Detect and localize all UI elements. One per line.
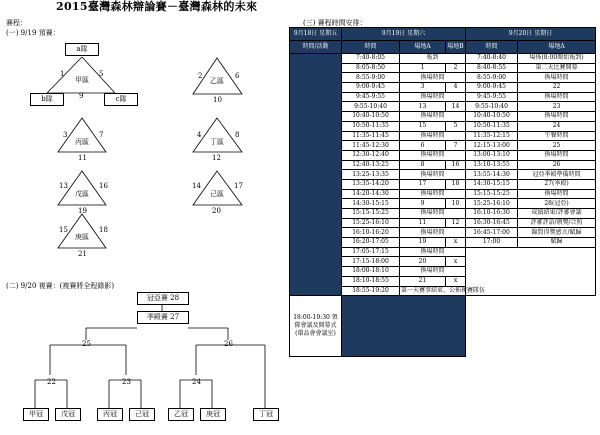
match-number: 18 — [99, 226, 108, 234]
schedule-table — [289, 27, 596, 357]
day20-time-cell: 13:55-14:30 — [466, 170, 518, 180]
match-number: 12 — [212, 154, 221, 162]
match-number: 8 — [235, 131, 240, 139]
semi-left-number: 25 — [82, 340, 91, 348]
time-cell: 16:20-17:05 — [342, 238, 400, 248]
site-b-cell: 7 — [446, 141, 466, 151]
match-number: 16 — [99, 182, 108, 190]
day20-time-cell: 9:00-9:45 — [466, 83, 518, 93]
friday-column — [290, 54, 342, 296]
schedule-row — [290, 54, 596, 64]
time-cell: 12:30-12:40 — [342, 150, 400, 160]
quarter-number: 22 — [47, 378, 56, 386]
day20-site-cell: 換場時間 — [518, 92, 596, 102]
site-b-cell: 14 — [446, 102, 466, 112]
day20-site-cell: 錦賢得獎感言/賦歸 — [518, 228, 596, 238]
day20-site-cell: 25 — [518, 141, 596, 151]
time-cell: 14:20-14:30 — [342, 189, 400, 199]
schedule-section — [289, 18, 595, 427]
time-cell: 10:50-11:35 — [342, 121, 400, 131]
time-cell: 13:35-14:20 — [342, 179, 400, 189]
time-cell: 8:55-9:00 — [342, 73, 400, 83]
team-box: 甲冠 — [23, 408, 49, 421]
time-cell: 17:15-18:00 — [342, 257, 400, 267]
time-cell: 11:35-11:45 — [342, 131, 400, 141]
time-cell: 9:55-10:40 — [342, 102, 400, 112]
day20-time-cell: 9:55-10:40 — [466, 102, 518, 112]
site-cell: 換場時間 — [400, 228, 466, 238]
day20-site-cell: 24 — [518, 121, 596, 131]
zone-label: 丁區 — [210, 138, 224, 146]
day20-site-cell: 28(冠亞) — [518, 199, 596, 209]
match-number: 14 — [192, 182, 201, 190]
schedule-heading: 賽程： — [6, 19, 27, 27]
time-cell: 8:05-8:50 — [342, 63, 400, 73]
header-time: 時間 — [342, 41, 400, 54]
day20-time-cell: 15:25-16:10 — [466, 199, 518, 209]
day20-time-cell: 16:10-16:30 — [466, 209, 518, 219]
site-cell: 換場時間 — [400, 267, 466, 277]
time-cell: 12:40-13:25 — [342, 160, 400, 170]
team-box: 丁冠 — [253, 408, 279, 421]
day20-site-cell: 午餐時間 — [518, 131, 596, 141]
site-a-cell: 20 — [400, 257, 446, 267]
time-cell: 18:55-19:20 — [342, 286, 400, 296]
match-number: 9 — [79, 92, 84, 100]
empty-cell — [342, 296, 466, 357]
time-cell: 15:25-16:10 — [342, 218, 400, 228]
match-number: 1 — [60, 70, 65, 78]
site-a-cell: 8 — [400, 160, 446, 170]
site-cell: 報到 — [400, 54, 466, 64]
site-a-cell: 11 — [400, 218, 446, 228]
day20-time-cell: 10:40-10:50 — [466, 112, 518, 122]
match-number: 3 — [63, 131, 68, 139]
final-box: 冠亞賽 28 — [137, 292, 189, 305]
day20-time-cell: 8:55-9:00 — [466, 73, 518, 83]
site-a-cell: 21 — [400, 276, 446, 286]
day20-site-cell: 23 — [518, 102, 596, 112]
day20-time-cell: 14:30-15:15 — [466, 179, 518, 189]
team-b-box: b隊 — [30, 93, 64, 106]
day20-site-cell: 冠亞季殿準備時間 — [518, 170, 596, 180]
zone-label: 丙區 — [75, 138, 89, 146]
page-title: 2015臺灣森林辯論賽－臺灣森林的未來 — [56, 0, 258, 13]
site-cell: 換場時間 — [400, 112, 466, 122]
time-cell: 18:00-18:10 — [342, 267, 400, 277]
time-cell: 16:10-16:20 — [342, 228, 400, 238]
time-cell: 18:10-18:55 — [342, 276, 400, 286]
team-a-box: a隊 — [65, 43, 99, 56]
site-cell: 換場時間 — [400, 247, 466, 257]
match-number: 21 — [78, 250, 87, 258]
day20-site-cell: 27(季殿) — [518, 179, 596, 189]
time-cell: 11:45-12:30 — [342, 141, 400, 151]
site-cell: 第一天賽事結束、公佈複賽隊伍 — [401, 286, 486, 294]
empty-cell — [466, 247, 596, 295]
third-place-box: 季殿賽 27 — [137, 311, 189, 324]
quarter-number: 23 — [122, 378, 131, 386]
site-b-cell: 2 — [446, 63, 466, 73]
friday-note: 18:00-19:30 領隊會議及開幕式 (環品會會議室) — [290, 296, 342, 357]
day20-site-cell: 賦歸 — [518, 238, 596, 248]
day20-time-cell: 13:10-13:55 — [466, 160, 518, 170]
match-number: 6 — [235, 72, 240, 80]
quarter-number: 24 — [192, 378, 201, 386]
day20-site-cell: 場佈(8:00開始報到) — [518, 54, 596, 64]
site-b-cell: x — [446, 276, 466, 286]
site-cell: 換場時間 — [400, 170, 466, 180]
site-a-cell: 19 — [400, 238, 446, 248]
site-a-cell: 9 — [400, 199, 446, 209]
day20-time-cell: 12:15-13:00 — [466, 141, 518, 151]
time-cell: 14:30-15:15 — [342, 199, 400, 209]
day20-site-cell: 26 — [518, 160, 596, 170]
header-site-a: 場地A — [400, 41, 446, 54]
match-number: 13 — [59, 182, 68, 190]
day20-site-cell: 換場時間 — [518, 73, 596, 83]
zone-label: 甲區 — [75, 76, 89, 84]
match-number: 17 — [234, 182, 243, 190]
team-box: 戊冠 — [55, 408, 81, 421]
zone-label: 乙區 — [210, 77, 224, 85]
zone-label: 己區 — [210, 190, 224, 198]
match-number: 7 — [99, 131, 104, 139]
team-box: 庚冠 — [200, 408, 226, 421]
site-cell: 換場時間 — [400, 209, 466, 219]
zone-label: 戊區 — [75, 190, 89, 198]
day20-time-cell: 7:40-8:40 — [466, 54, 518, 64]
header-site-a-2: 場地A — [518, 41, 596, 54]
site-cell: 換場時間 — [400, 73, 466, 83]
team-box: 己冠 — [129, 408, 155, 421]
header-time-activity: 時間/活動 — [290, 41, 342, 54]
day20-site-cell: 22 — [518, 83, 596, 93]
header-site-b: 場地B — [446, 41, 466, 54]
match-number: 4 — [197, 131, 202, 139]
site-b-cell: 18 — [446, 179, 466, 189]
day20-site-cell: 評審評語/頒獎/合照 — [518, 218, 596, 228]
day20-site-cell: 換場時間 — [518, 150, 596, 160]
day20-time-cell: 16:30-16:45 — [466, 218, 518, 228]
day20-time-cell: 10:50-11:35 — [466, 121, 518, 131]
day20-time-cell: 13:00-13:10 — [466, 150, 518, 160]
match-number: 2 — [198, 72, 203, 80]
day20-time-cell: 11:35-12:15 — [466, 131, 518, 141]
time-cell: 17:05-17:15 — [342, 247, 400, 257]
site-a-cell: 13 — [400, 102, 446, 112]
team-box: 乙冠 — [168, 408, 194, 421]
match-number: 5 — [99, 70, 104, 78]
site-cell: 換場時間 — [400, 131, 466, 141]
day20-time-cell: 8:40-8:55 — [466, 63, 518, 73]
zone-label: 庚區 — [75, 233, 89, 241]
day20-site-cell: 換場時間 — [518, 189, 596, 199]
day20-site-cell: 換場時間 — [518, 112, 596, 122]
time-cell: 10:40-10:50 — [342, 112, 400, 122]
day20-site-cell: 第二天比賽開幕 — [518, 63, 596, 73]
site-b-cell: 5 — [446, 121, 466, 131]
semi-right-number: 26 — [224, 340, 233, 348]
day1-label: (一) 9/19 預賽： — [6, 29, 60, 37]
site-b-cell: 10 — [446, 199, 466, 209]
match-number: 20 — [212, 207, 221, 215]
header-day19: 9月19日 星期六 — [342, 28, 466, 41]
site-b-cell: x — [446, 257, 466, 267]
day20-time-cell: 16:45-17:00 — [466, 228, 518, 238]
time-cell: 13:25-13:35 — [342, 170, 400, 180]
site-a-cell: 1 — [400, 63, 446, 73]
site-cell: 換場時間 — [400, 150, 466, 160]
match-number: 11 — [78, 154, 87, 162]
day20-time-cell: 17:00 — [466, 238, 518, 248]
site-b-cell: 16 — [446, 160, 466, 170]
site-cell: 換場時間 — [400, 189, 466, 199]
site-a-cell: 6 — [400, 141, 446, 151]
site-b-cell: 4 — [446, 83, 466, 93]
match-number: 15 — [59, 226, 68, 234]
time-cell: 9:00-9:45 — [342, 83, 400, 93]
schedule-caption: (三) 賽程時間安排： — [303, 19, 367, 27]
site-b-cell: x — [446, 238, 466, 248]
day20-site-cell: 成績結果/評審會議 — [518, 209, 596, 219]
time-cell: 15:15-15:25 — [342, 209, 400, 219]
header-day18: 9月18日 星期五 — [290, 28, 342, 41]
site-b-cell: 12 — [446, 218, 466, 228]
day20-time-cell: 15:15-15:25 — [466, 189, 518, 199]
day2-label: (二) 9/20 複賽：(複賽將全程錄影) — [6, 282, 115, 290]
day20-time-cell: 9:45-9:55 — [466, 92, 518, 102]
match-number: 10 — [213, 96, 222, 104]
time-cell: 9:45-9:55 — [342, 92, 400, 102]
team-c-box: c隊 — [104, 93, 138, 106]
header-time-2: 時間 — [466, 41, 518, 54]
team-box: 丙冠 — [97, 408, 123, 421]
time-cell: 7:40-8:05 — [342, 54, 400, 64]
match-number: 19 — [78, 207, 87, 215]
site-a-cell: 15 — [400, 121, 446, 131]
site-a-cell: 3 — [400, 83, 446, 93]
site-cell: 換場時間 — [400, 92, 466, 102]
header-day20: 9月20日 星期日 — [466, 28, 596, 41]
site-a-cell: 17 — [400, 179, 446, 189]
